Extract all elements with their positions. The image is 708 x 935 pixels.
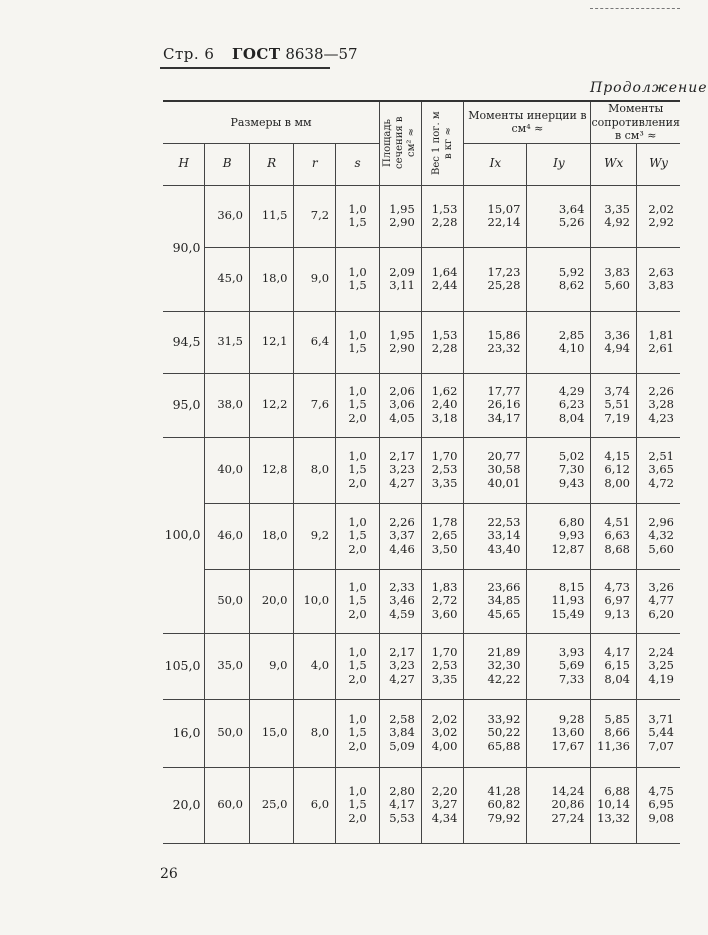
cell-Ix: 41,28 60,82 79,92 [464,767,527,843]
cell-Iy: 3,93 5,69 7,33 [527,633,591,699]
cell-Iy: 6,80 9,93 12,87 [527,503,591,569]
cell-Ix: 17,23 25,28 [464,247,527,311]
cell-G: 1,62 2,40 3,18 [421,373,464,437]
cell-r: 10,0 [294,569,336,633]
cell-s: 1,0 1,5 2,0 [336,437,380,503]
cell-r: 6,4 [294,311,336,373]
cell-r: 6,0 [294,767,336,843]
standard-number [232,45,358,63]
cell-s: 1,0 1,5 2,0 [336,633,380,699]
cell-s: 1,0 1,5 2,0 [336,699,380,767]
cell-G: 1,53 2,28 [421,311,464,373]
cell-G: 1,83 2,72 3,60 [421,569,464,633]
cell-Iy: 5,02 7,30 9,43 [527,437,591,503]
cell-F: 2,80 4,17 5,53 [380,767,422,843]
cell-F: 2,17 3,23 4,27 [380,437,422,503]
table-row [163,503,680,569]
cell-Wy: 2,63 3,83 [637,247,681,311]
table-body [163,185,680,843]
cell-F: 2,33 3,46 4,59 [380,569,422,633]
table-row [163,699,680,767]
cell-Wy: 2,96 4,32 5,60 [637,503,681,569]
cell-G: 1,53 2,28 [421,185,464,247]
header-resistance: Моменты сопротивления в см³ ≈ [591,102,680,142]
header-Ix: Ix [464,143,527,185]
cell-R: 12,1 [249,311,294,373]
cell-Wx: 3,74 5,51 7,19 [591,373,637,437]
cell-H: 90,0 [163,185,205,311]
page-label: Стр. 6 [163,45,215,63]
cell-R: 9,0 [249,633,294,699]
cell-Wx: 5,85 8,66 11,36 [591,699,637,767]
cell-Wy: 3,26 4,77 6,20 [637,569,681,633]
cell-Ix: 15,07 22,14 [464,185,527,247]
cell-G: 1,78 2,65 3,50 [421,503,464,569]
cell-B: 46,0 [205,503,250,569]
gost-number: 8638—57 [285,45,358,63]
cell-B: 40,0 [205,437,250,503]
cell-Wx: 4,15 6,12 8,00 [591,437,637,503]
cell-B: 45,0 [205,247,250,311]
cell-F: 1,95 2,90 [380,311,422,373]
cell-Wx: 3,83 5,60 [591,247,637,311]
table-row [163,437,680,503]
cell-s: 1,0 1,5 2,0 [336,767,380,843]
cell-F: 2,06 3,06 4,05 [380,373,422,437]
cell-Wy: 2,24 3,25 4,19 [637,633,681,699]
table-row [163,247,680,311]
cell-Wy: 4,75 6,95 9,08 [637,767,681,843]
cell-Wx: 4,73 6,97 9,13 [591,569,637,633]
cell-s: 1,0 1,5 [336,247,380,311]
cell-Iy: 5,92 8,62 [527,247,591,311]
cell-s: 1,0 1,5 2,0 [336,503,380,569]
header-r: r [294,143,336,185]
cell-R: 25,0 [249,767,294,843]
cell-B: 36,0 [205,185,250,247]
cell-F: 2,09 3,11 [380,247,422,311]
continuation-label: Продолжение [590,80,708,96]
cell-Wx: 4,51 6,63 8,68 [591,503,637,569]
cell-Wx: 6,88 10,14 13,32 [591,767,637,843]
cell-H: 105,0 [163,633,205,699]
cell-F: 1,95 2,90 [380,185,422,247]
cell-R: 18,0 [249,247,294,311]
table-row [163,767,680,843]
cell-Wy: 2,51 3,65 4,72 [637,437,681,503]
cell-Ix: 17,77 26,16 34,17 [464,373,527,437]
cell-R: 12,8 [249,437,294,503]
cell-Iy: 8,15 11,93 15,49 [527,569,591,633]
cell-B: 31,5 [205,311,250,373]
cell-F: 2,26 3,37 4,46 [380,503,422,569]
profile-table [163,100,680,844]
cell-Wy: 3,71 5,44 7,07 [637,699,681,767]
cell-B: 38,0 [205,373,250,437]
cell-R: 11,5 [249,185,294,247]
cell-R: 15,0 [249,699,294,767]
cell-R: 20,0 [249,569,294,633]
table-row [163,311,680,373]
cell-G: 1,70 2,53 3,35 [421,437,464,503]
cell-G: 2,02 3,02 4,00 [421,699,464,767]
header-dimensions: Размеры в мм [163,101,380,143]
cell-Wx: 4,17 6,15 8,04 [591,633,637,699]
cell-R: 12,2 [249,373,294,437]
cell-H: 95,0 [163,373,205,437]
cell-B: 50,0 [205,699,250,767]
header-Wy: Wy [637,143,681,185]
page-number: 26 [160,866,178,882]
cell-Ix: 22,53 33,14 43,40 [464,503,527,569]
cell-r: 7,2 [294,185,336,247]
table-row [163,569,680,633]
header-inertia: Моменты инерции в см⁴ ≈ [464,101,591,143]
cell-r: 9,0 [294,247,336,311]
cell-s: 1,0 1,5 [336,311,380,373]
header-Iy: Iy [527,143,591,185]
cell-R: 18,0 [249,503,294,569]
cell-G: 1,64 2,44 [421,247,464,311]
cell-B: 60,0 [205,767,250,843]
header-weight: Вес 1 пог. м в кг ≈ [421,101,464,185]
cell-Ix: 21,89 32,30 42,22 [464,633,527,699]
cell-G: 2,20 3,27 4,34 [421,767,464,843]
cell-Ix: 33,92 50,22 65,88 [464,699,527,767]
cell-H: 20,0 [163,767,205,843]
cell-Iy: 9,28 13,60 17,67 [527,699,591,767]
cell-B: 35,0 [205,633,250,699]
header-B: B [205,143,250,185]
cell-Wy: 2,26 3,28 4,23 [637,373,681,437]
cell-r: 8,0 [294,437,336,503]
cell-H: 16,0 [163,699,205,767]
table-row [163,633,680,699]
cell-Wx: 3,35 4,92 [591,185,637,247]
cell-Iy: 4,29 6,23 8,04 [527,373,591,437]
gost-prefix: ГОСТ [232,45,281,63]
cell-H: 94,5 [163,311,205,373]
cell-Iy: 2,85 4,10 [527,311,591,373]
cell-Ix: 15,86 23,32 [464,311,527,373]
table-row [163,373,680,437]
cell-Ix: 20,77 30,58 40,01 [464,437,527,503]
cell-Wy: 2,02 2,92 [637,185,681,247]
header-area: Площадь сечения в см² ≈ [380,101,422,185]
cell-r: 9,2 [294,503,336,569]
cell-Ix: 23,66 34,85 45,65 [464,569,527,633]
cell-Wx: 3,36 4,94 [591,311,637,373]
cell-F: 2,17 3,23 4,27 [380,633,422,699]
cell-H: 100,0 [163,437,205,633]
top-border-line [590,8,680,9]
cell-F: 2,58 3,84 5,09 [380,699,422,767]
header-Wx: Wx [591,143,637,185]
cell-r: 4,0 [294,633,336,699]
table-row [163,185,680,247]
cell-r: 8,0 [294,699,336,767]
cell-Iy: 3,64 5,26 [527,185,591,247]
cell-s: 1,0 1,5 2,0 [336,569,380,633]
cell-r: 7,6 [294,373,336,437]
cell-Iy: 14,24 20,86 27,24 [527,767,591,843]
cell-s: 1,0 1,5 2,0 [336,373,380,437]
header-s: s [336,143,380,185]
header-R: R [249,143,294,185]
cell-B: 50,0 [205,569,250,633]
header-H: H [163,143,205,185]
cell-s: 1,0 1,5 [336,185,380,247]
header-rule [160,67,330,69]
cell-Wy: 1,81 2,61 [637,311,681,373]
cell-G: 1,70 2,53 3,35 [421,633,464,699]
